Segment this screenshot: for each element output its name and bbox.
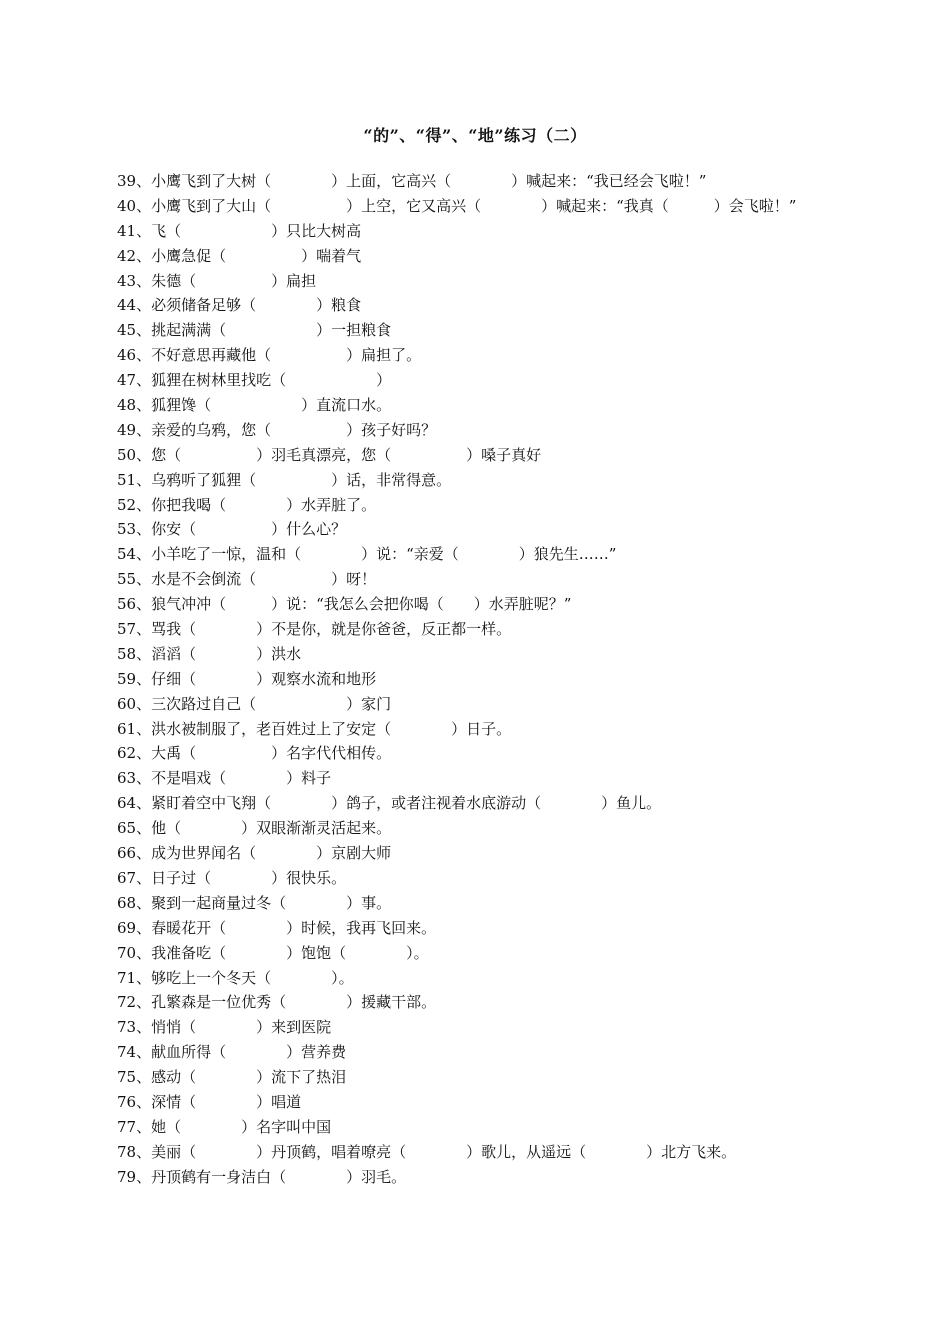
exercise-line: 64、紧盯着空中飞翔（ ）鸽子，或者注视着水底游动（ ）鱼儿。 xyxy=(117,794,662,813)
exercise-line: 68、聚到一起商量过冬（ ）事。 xyxy=(117,893,392,912)
exercise-line: 50、您（ ）羽毛真漂亮，您（ ）嗓子真好 xyxy=(117,445,542,464)
exercise-line: 73、悄悄（ ）来到医院 xyxy=(117,1018,332,1037)
exercise-line: 40、小鹰飞到了大山（ ）上空，它又高兴（ ）喊起来：“我真（ ）会飞啦！” xyxy=(117,196,797,215)
page-title: “的”、“得”、“地”练习（二） xyxy=(363,126,587,145)
exercise-line: 55、水是不会倒流（ ）呀！ xyxy=(117,570,377,589)
exercise-line: 67、日子过（ ）很快乐。 xyxy=(117,868,347,887)
exercise-line: 58、滔滔（ ）洪水 xyxy=(117,644,302,663)
exercise-line: 72、孔繁森是一位优秀（ ）援藏干部。 xyxy=(117,993,437,1012)
exercise-line: 62、大禹（ ）名字代代相传。 xyxy=(117,744,392,763)
exercise-line: 54、小羊吃了一惊，温和（ ）说：“亲爱（ ）狼先生……” xyxy=(117,545,617,564)
exercise-line: 78、美丽（ ）丹顶鹤，唱着嘹亮（ ）歌儿，从遥远（ ）北方飞来。 xyxy=(117,1142,737,1161)
exercise-line: 52、你把我喝（ ）水弄脏了。 xyxy=(117,495,377,514)
exercise-line: 71、够吃上一个冬天（ ）。 xyxy=(117,968,354,987)
exercise-line: 43、朱德（ ）扁担 xyxy=(117,271,317,290)
exercise-line: 77、她（ ）名字叫中国 xyxy=(117,1117,332,1136)
exercise-line: 61、洪水被制服了，老百姓过上了安定（ ）日子。 xyxy=(117,719,512,738)
exercise-line: 79、丹顶鹤有一身洁白（ ）羽毛。 xyxy=(117,1167,407,1186)
exercise-line: 76、深情（ ）唱道 xyxy=(117,1092,302,1111)
exercise-line: 70、我准备吃（ ）饱饱（ ）。 xyxy=(117,943,429,962)
exercise-line: 48、狐狸馋（ ）直流口水。 xyxy=(117,396,392,415)
exercise-line: 45、挑起满满（ ）一担粮食 xyxy=(117,321,392,340)
exercise-line: 59、仔细（ ）观察水流和地形 xyxy=(117,669,377,688)
exercise-line: 69、春暖花开（ ）时候，我再飞回来。 xyxy=(117,918,437,937)
exercise-line: 66、成为世界闻名（ ）京剧大师 xyxy=(117,844,392,863)
exercise-line: 53、你安（ ）什么心？ xyxy=(117,520,347,539)
exercise-line: 47、狐狸在树林里找吃（ ） xyxy=(117,371,392,390)
exercise-line: 75、感动（ ）流下了热泪 xyxy=(117,1068,347,1087)
exercise-line: 49、亲爱的乌鸦，您（ ）孩子好吗？ xyxy=(117,420,437,439)
exercise-line: 42、小鹰急促（ ）喘着气 xyxy=(117,246,362,265)
exercise-line: 65、他（ ）双眼渐渐灵活起来。 xyxy=(117,819,392,838)
exercise-line: 44、必须储备足够（ ）粮食 xyxy=(117,296,362,315)
exercise-list xyxy=(117,169,917,1190)
exercise-line: 39、小鹰飞到了大树（ ）上面，它高兴（ ）喊起来：“我已经会飞啦！” xyxy=(117,172,707,190)
exercise-line: 57、骂我（ ）不是你，就是你爸爸，反正都一样。 xyxy=(117,620,512,639)
exercise-line: 74、献血所得（ ）营养费 xyxy=(117,1043,347,1062)
exercise-line: 46、不好意思再藏他（ ）扁担了。 xyxy=(117,346,422,365)
exercise-line: 51、乌鸦听了狐狸（ ）话，非常得意。 xyxy=(117,470,452,489)
exercise-line: 63、不是唱戏（ ）料子 xyxy=(117,769,332,788)
exercise-line: 56、狼气冲冲（ ）说：“我怎么会把你喝（ ）水弄脏呢？” xyxy=(117,595,572,614)
exercise-line: 41、飞（ ）只比大树高 xyxy=(117,221,362,240)
exercise-line: 60、三次路过自己（ ）家门 xyxy=(117,694,392,713)
